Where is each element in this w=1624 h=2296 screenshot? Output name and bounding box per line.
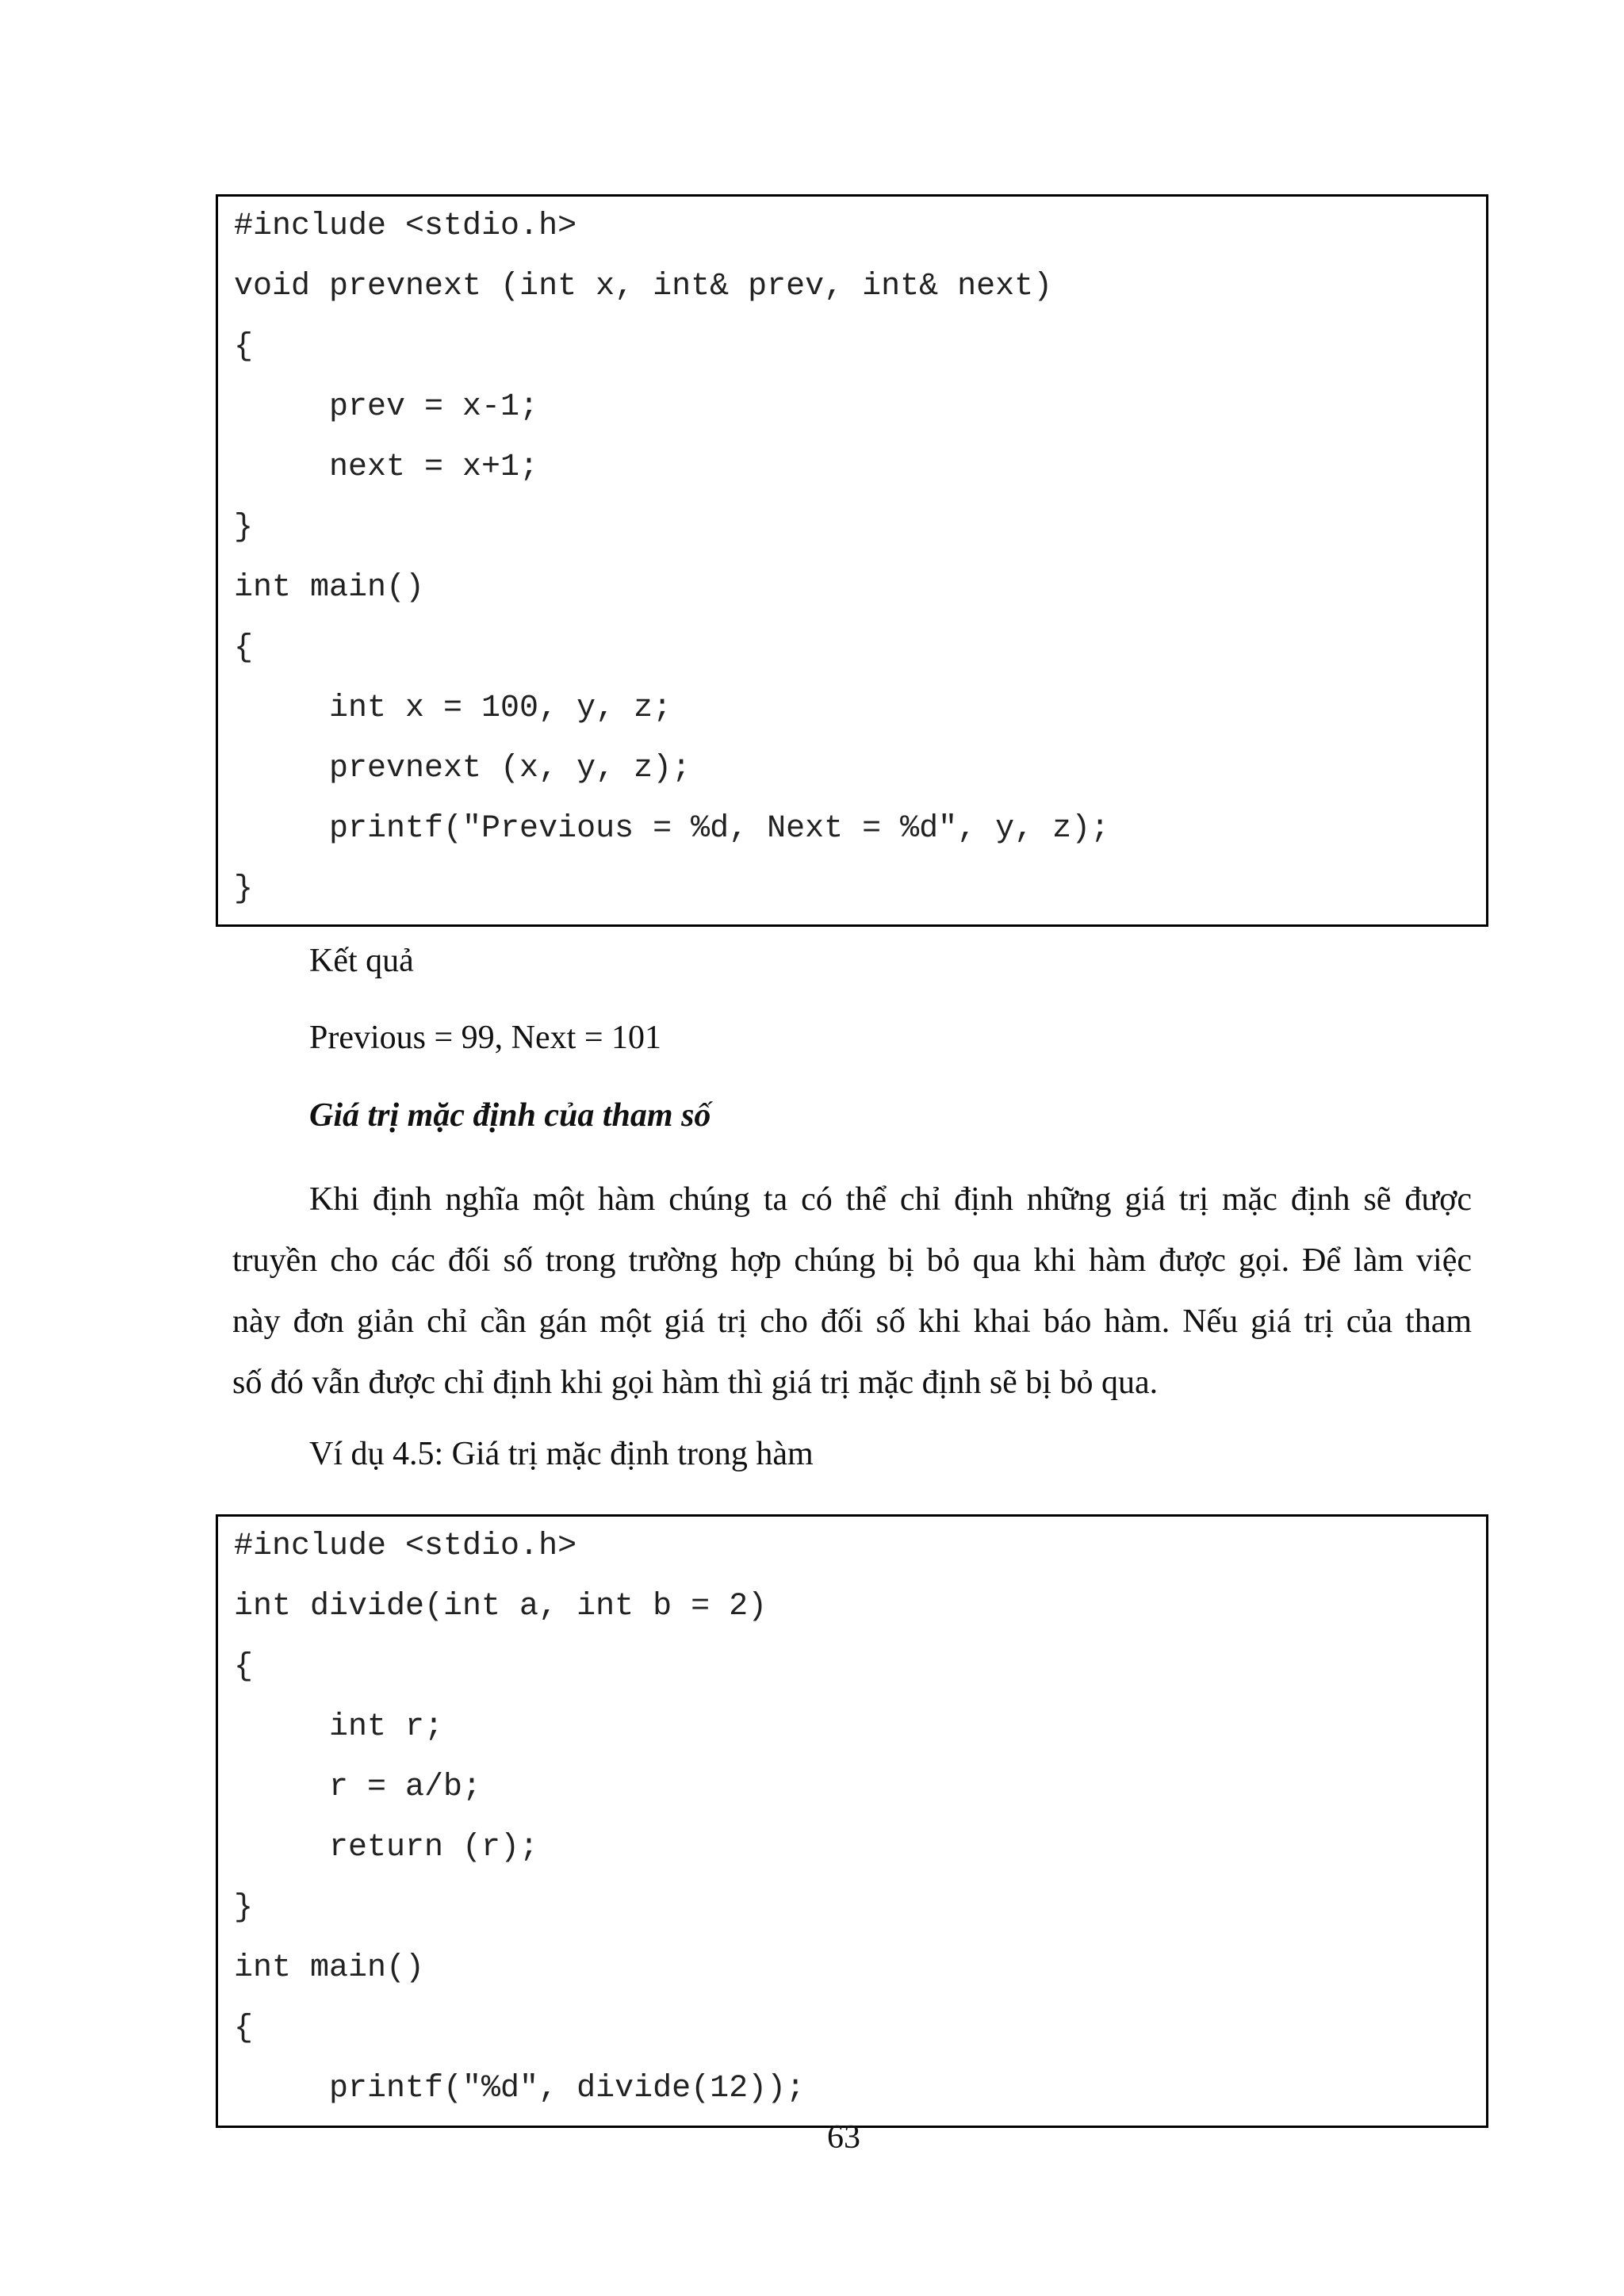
code-line: {: [234, 329, 254, 365]
section-heading: Giá trị mặc định của tham số: [309, 1097, 711, 1134]
page-number: 63: [827, 2119, 860, 2156]
code-block-2: [216, 1514, 1488, 2128]
code-line: void prevnext (int x, int& prev, int& next): [234, 269, 1053, 304]
code-line: return (r);: [234, 1830, 539, 1866]
code-line: int main(): [234, 1950, 425, 1986]
example-caption: Ví dụ 4.5: Giá trị mặc định trong hàm: [309, 1436, 814, 1472]
code-line: int r;: [234, 1709, 444, 1745]
code-line: next = x+1;: [234, 450, 539, 485]
code-line: int x = 100, y, z;: [234, 691, 672, 726]
code-block-1: [216, 194, 1488, 927]
code-line: }: [234, 871, 254, 907]
body-paragraph: [232, 1169, 1472, 1414]
code-line: {: [234, 1649, 254, 1685]
code-line: }: [234, 1890, 254, 1926]
code-line: printf("Previous = %d, Next = %d", y, z);: [234, 811, 1110, 847]
code-line: printf("%d", divide(12));: [234, 2071, 806, 2107]
result-label: Kết quả: [309, 943, 414, 979]
code-line: prev = x-1;: [234, 389, 539, 425]
code-line: int divide(int a, int b = 2): [234, 1589, 768, 1624]
result-value: Previous = 99, Next = 101: [309, 1020, 662, 1056]
paragraph-line: này đơn giản chỉ cần gán một giá trị cho đối số khi khai báo hàm. Nếu giá trị của tham: [232, 1303, 1472, 1340]
code-line: r = a/b;: [234, 1770, 482, 1805]
paragraph-line: số đó vẫn được chỉ định khi gọi hàm thì giá trị mặc định sẽ bị bỏ qua.: [232, 1364, 1159, 1401]
code-line: #include <stdio.h>: [234, 209, 577, 244]
code-line: {: [234, 2011, 254, 2046]
code-line: prevnext (x, y, z);: [234, 751, 691, 786]
paragraph-line: Khi định nghĩa một hàm chúng ta có thể chỉ định những giá trị mặc định sẽ được: [309, 1181, 1472, 1218]
code-line: int main(): [234, 570, 425, 606]
code-line: {: [234, 630, 254, 666]
code-line: #include <stdio.h>: [234, 1529, 577, 1564]
paragraph-line: truyền cho các đối số trong trường hợp chúng bị bỏ qua khi hàm được gọi. Để làm việc: [232, 1242, 1472, 1279]
code-line: }: [234, 510, 254, 545]
